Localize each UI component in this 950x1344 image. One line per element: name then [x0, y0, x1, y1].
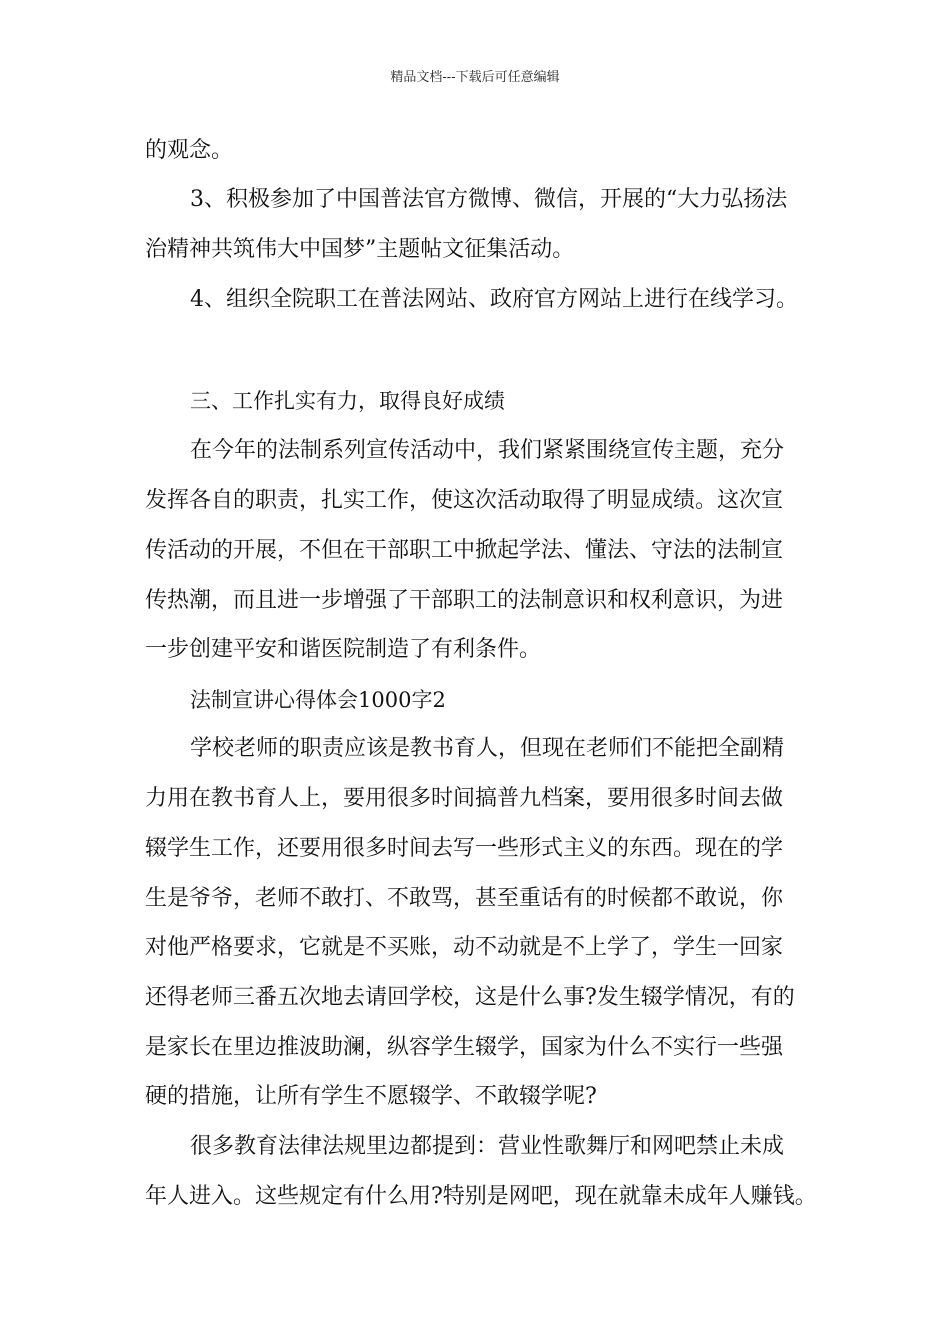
text-line: 传热潮，而且进一步增强了干部职工的法制意识和权利意识，为进 [145, 588, 784, 613]
text-line: 发挥各自的职责，扎实工作，使这次活动取得了明显成绩。这次宣 [145, 488, 784, 513]
page-header: 精品文档---下载后可任意编辑 [390, 70, 560, 85]
text-line: 生是爷爷，老师不敢打、不敢骂，甚至重话有的时候都不敢说，你 [145, 886, 784, 911]
text-line: 传活动的开展，不但在干部职工中掀起学法、懂法、守法的法制宣 [145, 538, 784, 563]
text-line: 年人进入。这些规定有什么用?特别是网吧，现在就靠未成年人赚钱。 [145, 1184, 817, 1209]
text-line: 一步创建平安和谐医院制造了有利条件。 [145, 637, 542, 662]
text-line: 很多教育法律法规里边都提到：营业性歌舞厅和网吧禁止未成 [190, 1134, 785, 1159]
text-line: 4、组织全院职工在普法网站、政府官方网站上进行在线学习。 [190, 287, 798, 312]
section-heading: 三、工作扎实有力，取得良好成绩 [190, 389, 505, 413]
text-line: 力用在教书育人上，要用很多时间搞普九档案，要用很多时间去做 [145, 786, 784, 811]
text-line: 的观念。 [145, 138, 234, 163]
text-line: 对他严格要求，它就是不买账，动不动就是不上学了，学生一回家 [145, 935, 784, 960]
text-line: 是家长在里边推波助澜，纵容学生辍学，国家为什么不实行一些强 [145, 1035, 784, 1060]
text-line: 硬的措施，让所有学生不愿辍学、不敢辍学呢? [145, 1084, 597, 1109]
text-line: 3、积极参加了中国普法官方微博、微信，开展的“大力弘扬法 [190, 187, 788, 212]
text-line: 在今年的法制系列宣传活动中，我们紧紧围绕宣传主题，充分 [190, 438, 785, 463]
text-line: 治精神共筑伟大中国梦”主题帖文征集活动。 [145, 237, 575, 262]
subtitle: 法制宣讲心得体会1000字2 [190, 688, 446, 712]
text-line: 辍学生工作，还要用很多时间去写一些形式主义的东西。现在的学 [145, 836, 784, 861]
text-line: 还得老师三番五次地去请回学校，这是什么事?发生辍学情况，有的 [145, 985, 795, 1010]
text-line: 学校老师的职责应该是教书育人，但现在老师们不能把全副精 [190, 736, 785, 761]
